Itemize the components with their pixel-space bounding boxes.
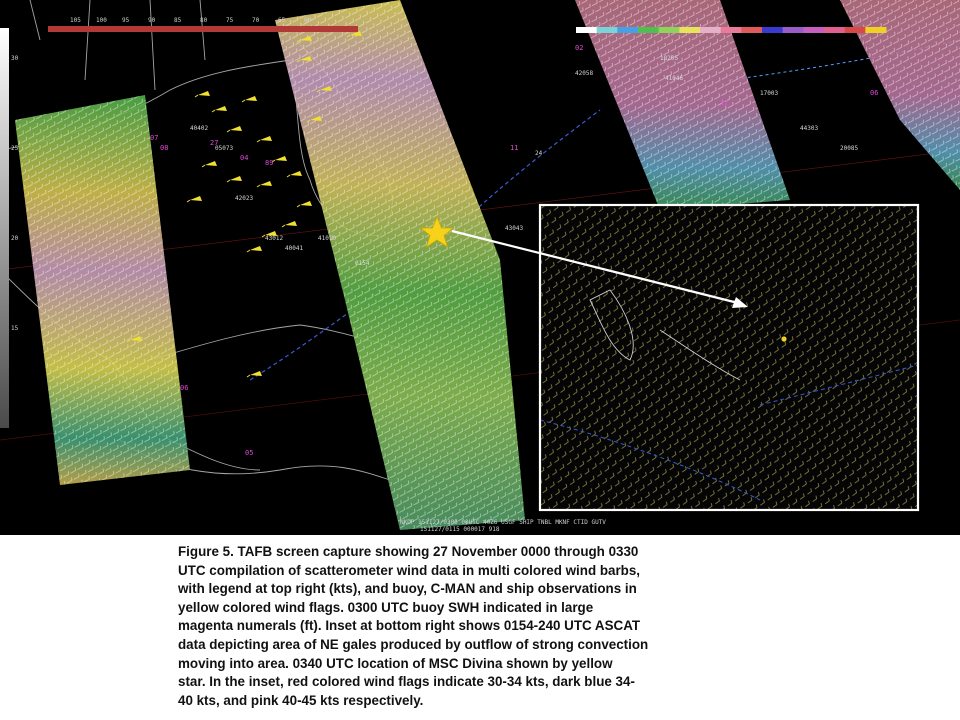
legend-swatch xyxy=(638,27,659,33)
station-flag-staff xyxy=(187,200,190,202)
station-flag xyxy=(190,196,202,201)
legend-swatch xyxy=(700,27,721,33)
station-flag xyxy=(250,246,262,251)
obs-label: 20085 xyxy=(840,145,859,152)
legend-swatch xyxy=(679,27,700,33)
lon-tick-label: 85 xyxy=(174,17,182,24)
legend-swatch xyxy=(865,27,886,33)
station-flag-staff xyxy=(202,165,205,167)
buoy-swh-label: 06 xyxy=(870,89,879,97)
legend-swatch xyxy=(824,27,845,33)
legend-swatch xyxy=(741,27,762,33)
obs-label: 43043 xyxy=(505,225,524,232)
legend-swatch xyxy=(721,27,742,33)
lon-tick-label: 75 xyxy=(226,17,234,24)
station-flag xyxy=(275,156,287,161)
obs-label: 42023 xyxy=(235,195,254,202)
lat-tick-label: 25 xyxy=(11,145,19,152)
buoy-swh-label: 89 xyxy=(265,159,274,167)
lat-tick-label: 30 xyxy=(11,55,19,62)
legend-swatch xyxy=(576,27,597,33)
lon-tick-label: 90 xyxy=(148,17,156,24)
intensity-bar xyxy=(0,28,9,428)
station-flag xyxy=(198,91,210,96)
obs-label: 18205 xyxy=(660,55,679,62)
longitude-scale-bar xyxy=(48,26,358,32)
legend-swatch xyxy=(762,27,783,33)
station-flag xyxy=(250,371,262,376)
lat-tick-label: 20 xyxy=(11,235,19,242)
legend-swatch xyxy=(783,27,804,33)
station-flag-staff xyxy=(247,375,250,377)
station-flag xyxy=(285,221,297,226)
obs-label: 0154 xyxy=(355,260,370,267)
buoy-swh-label: 12 xyxy=(720,99,729,107)
lon-tick-label: 70 xyxy=(252,17,260,24)
lon-tick-label: 100 xyxy=(96,17,107,24)
obs-label: 40041 xyxy=(285,245,304,252)
station-flag xyxy=(300,201,312,206)
legend-swatch xyxy=(659,27,680,33)
lon-tick-label: 60 xyxy=(304,17,312,24)
buoy-swh-label: 07 xyxy=(150,134,159,142)
obs-label: 41010 xyxy=(318,235,337,242)
station-flag xyxy=(215,106,227,111)
station-flag-staff xyxy=(287,175,290,177)
wind-swath-central xyxy=(275,0,525,530)
lon-tick-label: 80 xyxy=(200,17,208,24)
legend-swatch xyxy=(617,27,638,33)
station-flag-staff xyxy=(212,110,215,112)
obs-label: 40402 xyxy=(190,125,209,132)
buoy-swh-label: 11 xyxy=(510,144,519,152)
station-flag xyxy=(205,161,217,166)
station-flag-staff xyxy=(297,205,300,207)
lon-tick-label: 65 xyxy=(278,17,286,24)
legend-swatch xyxy=(597,27,618,33)
wind-swath-west xyxy=(15,95,190,485)
station-flag-staff xyxy=(282,225,285,227)
legend-swatch xyxy=(845,27,866,33)
obs-label: 42058 xyxy=(575,70,594,77)
obs-label: 17003 xyxy=(760,90,779,97)
buoy-swh-label: 05 xyxy=(245,449,254,457)
ascat-inset xyxy=(540,205,918,510)
figure-caption: Figure 5. TAFB screen capture showing 27 November 0000 through 0330 UTC compilation of scatterometer wind data in multi colored wind barbs, with legend at top right (kts), and buoy, C-MAN and ship observations in yellow colored wind flags. 0300 UTC buoy SWH indicated in large magenta numerals (ft). Inset at bottom right shows 0154-240 UTC ASCAT data depicting area of NE gales produced by outflow of strong convection moving into area. 0340 UTC location of MSC Divina shown by yellow star. In the inset, red colored wind flags indicate 30-34 kts, dark blue 34- 40 kts, and pink 40-45 kts respectively. xyxy=(178,544,649,708)
station-flag-staff xyxy=(195,95,198,97)
footer-line-1: NKDP 151127/0300 00UTC 40Z6 USGF SHIP TNBL MKNF CTID GUTV xyxy=(400,519,606,526)
station-flag-staff xyxy=(257,140,260,142)
station-flag-staff xyxy=(257,185,260,187)
lat-tick-label: 15 xyxy=(11,325,19,332)
station-flag xyxy=(260,136,272,141)
buoy-swh-label: 27 xyxy=(210,139,219,147)
buoy-swh-label: 04 xyxy=(240,154,249,162)
station-flag xyxy=(245,96,257,101)
station-flag xyxy=(230,126,242,131)
obs-label: 43012 xyxy=(265,235,284,242)
buoy-swh-label: 06 xyxy=(180,384,189,392)
obs-label: 41046 xyxy=(665,75,684,82)
obs-label: 05073 xyxy=(215,145,234,152)
station-flag-staff xyxy=(242,100,245,102)
obs-label: 24 xyxy=(535,150,543,157)
lon-tick-label: 95 xyxy=(122,17,130,24)
buoy-swh-label: 02 xyxy=(575,44,584,52)
lon-tick-label: 105 xyxy=(70,17,81,24)
station-flag xyxy=(290,171,302,176)
latitude-ticks xyxy=(11,55,19,332)
obs-label: 44303 xyxy=(800,125,819,132)
station-flag-staff xyxy=(247,250,250,252)
divina-position-dot xyxy=(781,336,786,341)
station-flag xyxy=(230,176,242,181)
footer-line-2: 151127/0115 000017 918 xyxy=(420,526,500,533)
image-footer xyxy=(400,519,606,533)
wind-speed-legend xyxy=(576,27,887,33)
station-flag-staff xyxy=(227,180,230,182)
station-flag-staff xyxy=(227,130,230,132)
legend-swatch xyxy=(803,27,824,33)
station-flag xyxy=(260,181,272,186)
buoy-swh-label: 08 xyxy=(160,144,169,152)
